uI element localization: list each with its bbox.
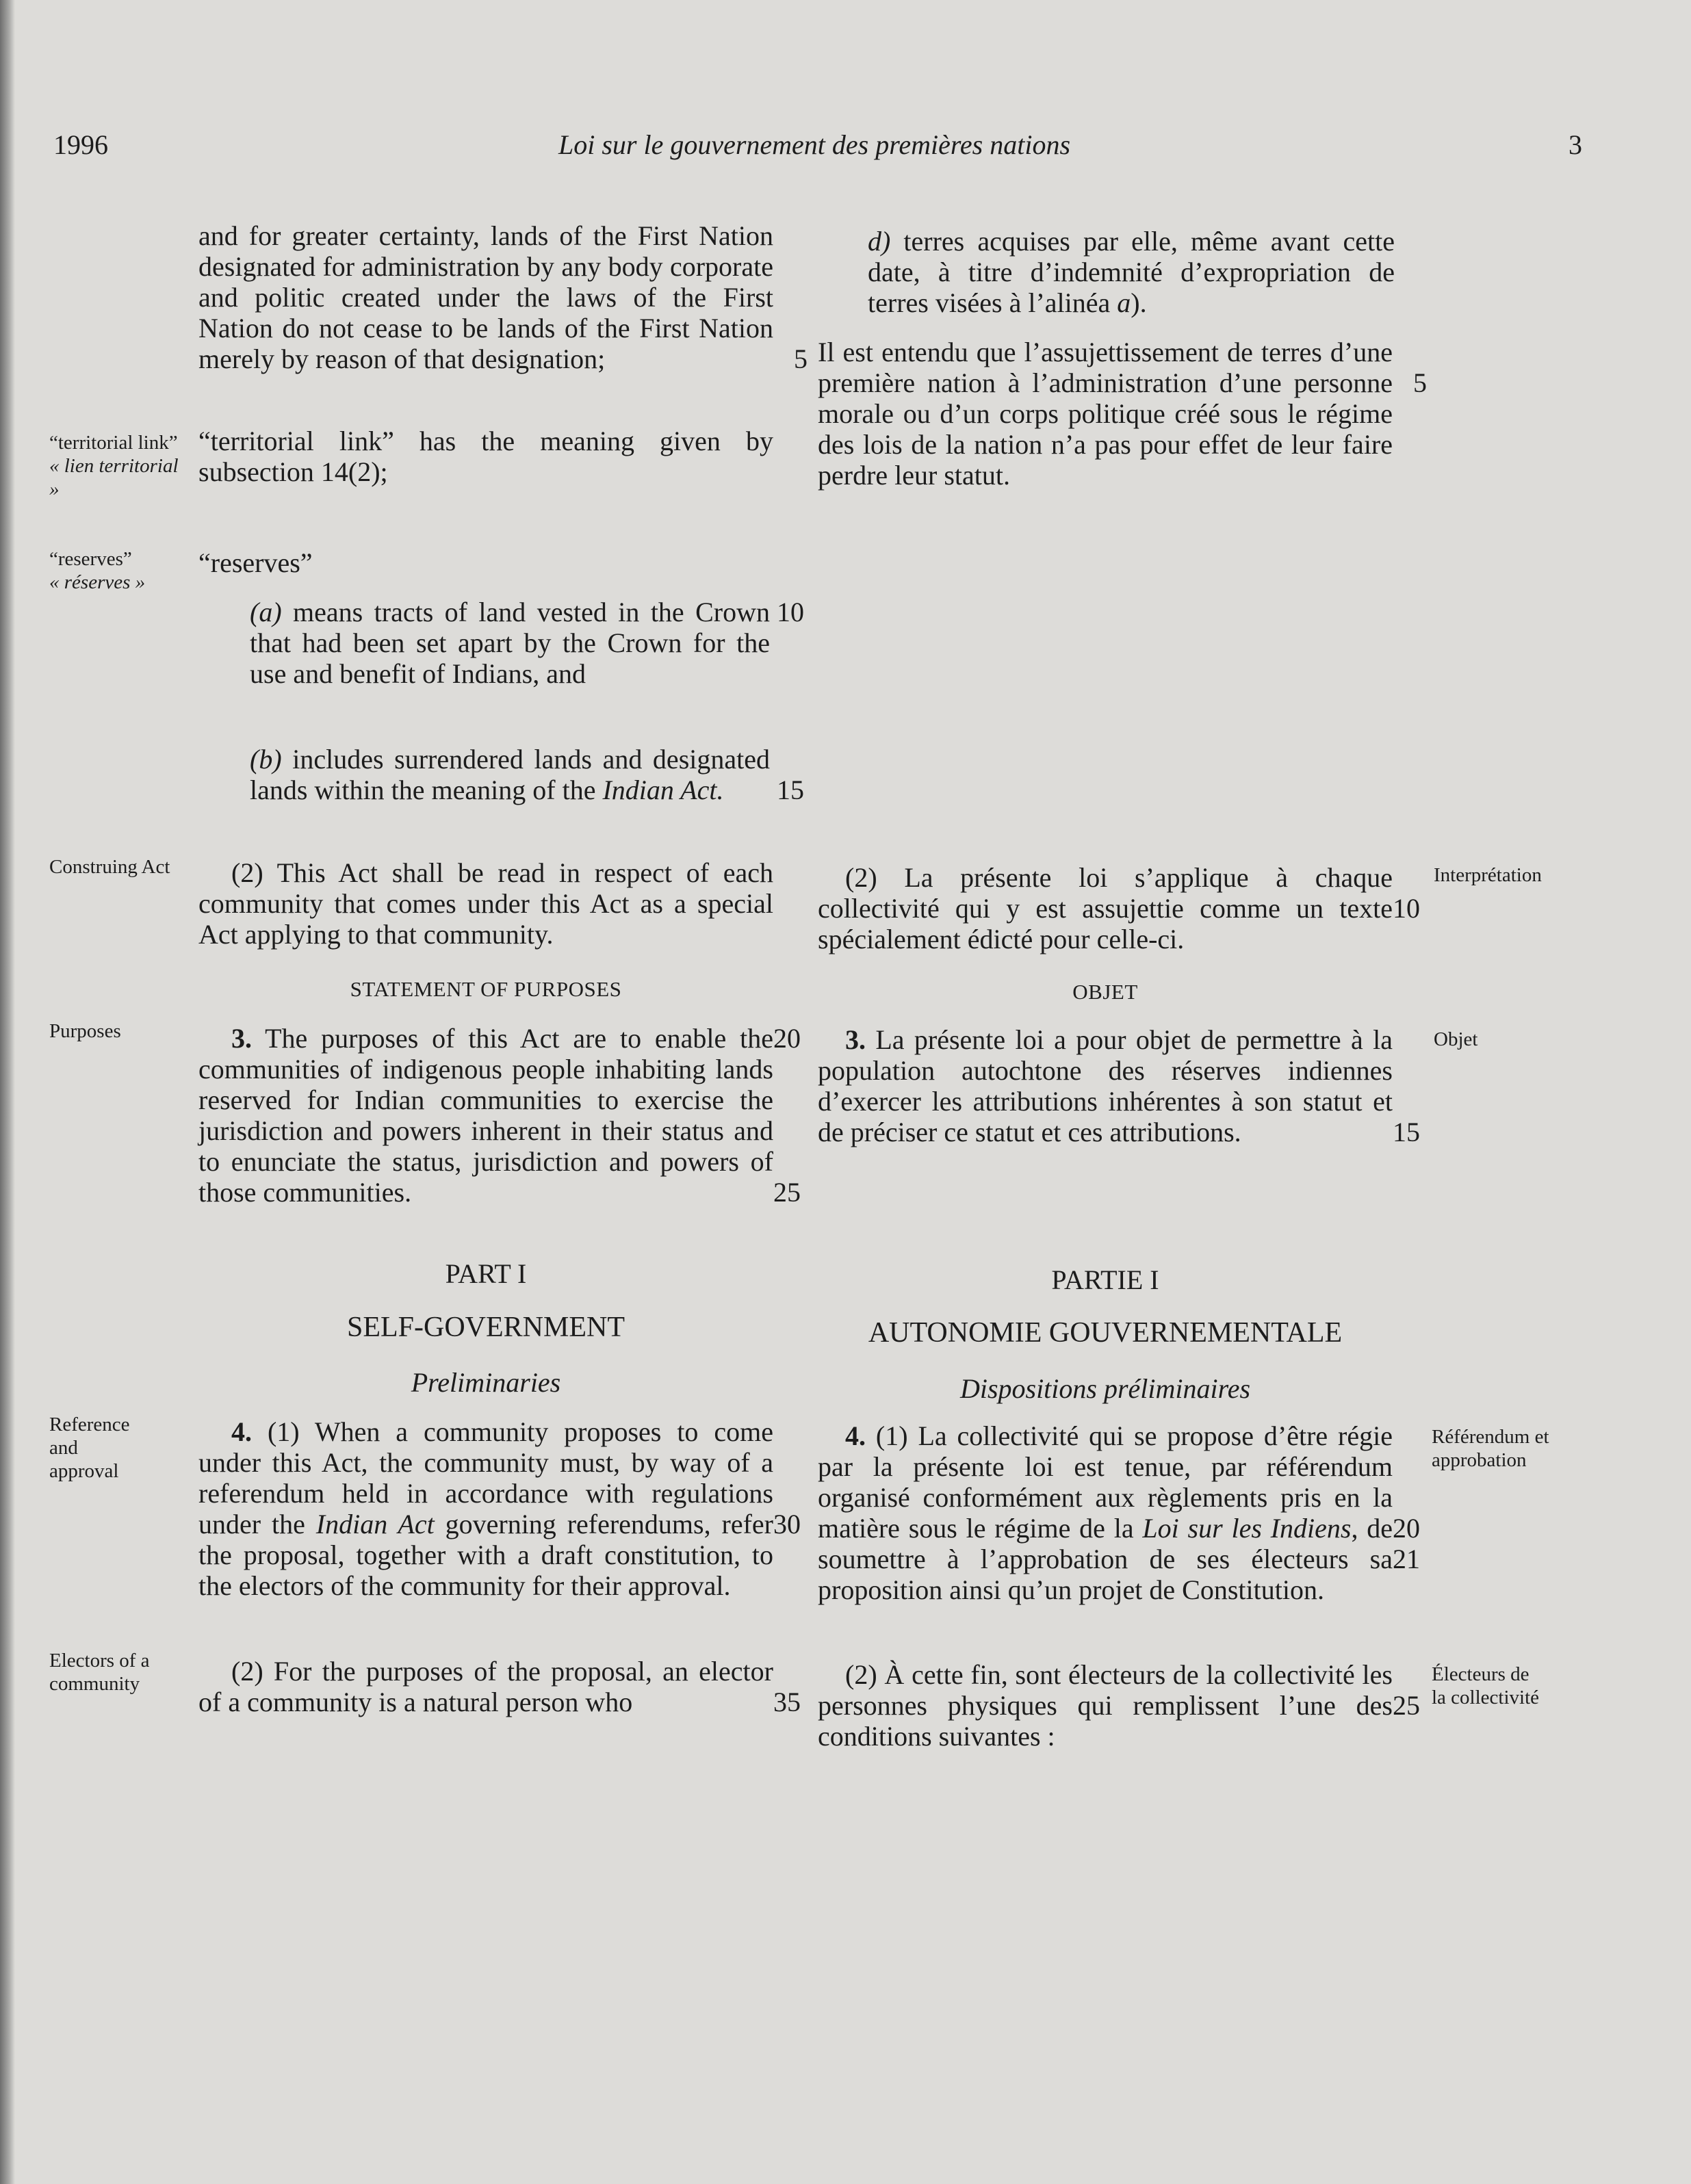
paragraph-objet bbox=[818, 1024, 1393, 1147]
margin-note-territorial-en: “territorial link” bbox=[49, 432, 178, 454]
line-number: 35 bbox=[773, 1687, 801, 1717]
paragraph-construing-act: (2) This Act shall be read in respect of each community that comes under this Act as a special Act applying to that community. bbox=[198, 857, 773, 950]
definition-reserves-b-text: includes surrendered lands and designated lands within the meaning of the bbox=[250, 744, 770, 805]
line-number: 30 bbox=[773, 1509, 801, 1539]
section-number-4: 4. bbox=[231, 1416, 252, 1447]
line-number: 20 bbox=[773, 1023, 801, 1054]
header-title: Loi sur le gouvernement des premières nations bbox=[558, 129, 1071, 160]
act-name-loi-sur-les-indiens: Loi sur les Indiens bbox=[1142, 1513, 1352, 1544]
definition-reserves-a bbox=[250, 597, 770, 689]
paragraph-referendum-text-a: (1) La collectivité qui se propose d’être régie par la présente loi est tenue, par référendum organisé conformément aux règlements pris en la matière sous le régime de la bbox=[818, 1420, 1393, 1544]
line-number: 5 bbox=[794, 343, 808, 374]
header-page-number: 3 bbox=[1569, 129, 1582, 160]
margin-note-referendum: Référendum et approbation bbox=[1432, 1426, 1549, 1471]
margin-note-interpretation: Interprétation bbox=[1434, 864, 1542, 886]
paragraph-first-nation-lands: and for greater certainty, lands of the First Nation designated for administration by any body corporate and politic created under the laws of the First Nation do not cease to be lands of the First Nation merely by reason of that designation; bbox=[198, 220, 773, 374]
line-number: 21 bbox=[1393, 1544, 1420, 1574]
paragraph-electeurs: (2) À cette fin, sont électeurs de la collectivité les personnes physiques qui remplissent l’une des conditions suivantes : bbox=[818, 1659, 1393, 1752]
margin-note-territorial-link bbox=[49, 431, 186, 501]
line-number: 15 bbox=[777, 775, 804, 805]
act-name-indian-act: Indian Act. bbox=[602, 775, 724, 805]
paragraph-interpretation: (2) La présente loi s’applique à chaque collectivité qui y est assujettie comme un texte spécialement édicté pour celle-ci. bbox=[818, 862, 1393, 954]
definition-reserves-b bbox=[250, 744, 770, 805]
margin-note-territorial-fr: « lien territorial » bbox=[49, 455, 179, 500]
heading-self-government: SELF-GOVERNMENT bbox=[347, 1312, 625, 1343]
line-number: 5 bbox=[1413, 367, 1427, 398]
list-ref-a: a bbox=[1117, 287, 1131, 318]
paragraph-referendum-text-b: , de soumettre à l’approbation de ses électeurs sa proposition ainsi qu’un projet de Constitution. bbox=[818, 1513, 1393, 1605]
paragraph-purposes bbox=[198, 1023, 773, 1208]
header-year: 1996 bbox=[53, 129, 108, 160]
margin-note-electors: Electors of a community bbox=[49, 1650, 150, 1695]
heading-preliminaries: Preliminaries bbox=[411, 1367, 561, 1398]
paragraph-electors: (2) For the purposes of the proposal, an elector of a community is a natural person who bbox=[198, 1656, 773, 1717]
section-number-4: 4. bbox=[845, 1420, 866, 1451]
margin-note-reference-approval: Reference and approval bbox=[49, 1414, 130, 1482]
definition-territorial-link bbox=[198, 426, 773, 487]
paragraph-d-lands bbox=[868, 226, 1395, 318]
margin-note-reserves-fr: « réserves » bbox=[49, 571, 146, 593]
line-number: 10 bbox=[1393, 893, 1420, 924]
list-label-d: d) bbox=[868, 226, 891, 257]
heading-part-i: PART I bbox=[445, 1258, 527, 1289]
line-number: 15 bbox=[1393, 1117, 1420, 1147]
line-number: 10 bbox=[777, 597, 804, 627]
paragraph-d-end: ). bbox=[1131, 287, 1147, 318]
line-number: 20 bbox=[1393, 1513, 1420, 1544]
paragraph-il-est-entendu: Il est entendu que l’assujettissement de terres d’une première nation à l’administration d’une personne morale ou d’un corps politique créé sous le régime des lois de la nation n’a pas pour effet de leur faire perdre leur statut. bbox=[818, 337, 1393, 491]
line-number: 25 bbox=[773, 1177, 801, 1208]
margin-note-objet: Objet bbox=[1434, 1028, 1478, 1050]
paragraph-referendum bbox=[818, 1420, 1393, 1605]
paragraph-d-text: terres acquises par elle, même avant cette date, à titre d’indemnité d’expropriation de terres visées à l’alinéa bbox=[868, 226, 1395, 318]
heading-partie-i: PARTIE I bbox=[1051, 1264, 1159, 1295]
heading-dispositions-preliminaires: Dispositions préliminaires bbox=[959, 1373, 1251, 1404]
paragraph-purposes-text: The purposes of this Act are to enable the communities of indigenous people inhabiting lands reserved for Indian communities to exercise the jurisdiction and powers inherent in their status and to enunciate the status, jurisdiction and powers of those communities. bbox=[198, 1023, 773, 1208]
section-number-3: 3. bbox=[231, 1023, 252, 1054]
paragraph-reference-text-b: governing referendums, refer the proposal, together with a draft constitution, to the electors of the community for their approval. bbox=[198, 1509, 773, 1601]
page-binding-edge bbox=[0, 0, 15, 2184]
paragraph-reference-text-a: (1) When a community proposes to come under this Act, the community must, by way of a referendum held in accordance with regulations under the bbox=[198, 1416, 773, 1539]
heading-autonomie-gouvernementale: AUTONOMIE GOUVERNEMENTALE bbox=[868, 1317, 1343, 1349]
definition-territorial-link-text: “territorial link” has the meaning given by subsection 14(2); bbox=[198, 426, 773, 487]
margin-note-reserves bbox=[49, 547, 186, 594]
margin-note-reserves-en: “reserves” bbox=[49, 548, 132, 570]
margin-note-construing-act: Construing Act bbox=[49, 856, 170, 878]
definition-reserves-a-text: means tracts of land vested in the Crown that had been set apart by the Crown for the use and benefit of Indians, and bbox=[250, 597, 770, 689]
margin-note-electeurs: Électeurs de la collectivité bbox=[1432, 1663, 1540, 1708]
list-label-b: (b) bbox=[250, 744, 282, 775]
paragraph-objet-text: La présente loi a pour objet de permettre à la population autochtone des réserves indiennes d’exercer les attributions inhérentes à son statut et de préciser ce statut et ces attributions. bbox=[818, 1024, 1393, 1147]
heading-objet: OBJET bbox=[1072, 980, 1138, 1004]
list-label-a: (a) bbox=[250, 597, 282, 627]
margin-note-purposes: Purposes bbox=[49, 1020, 121, 1042]
line-number: 25 bbox=[1393, 1690, 1420, 1721]
act-name-indian-act: Indian Act bbox=[315, 1509, 435, 1539]
heading-statement-of-purposes: STATEMENT OF PURPOSES bbox=[350, 977, 622, 1001]
section-number-3: 3. bbox=[845, 1024, 866, 1055]
paragraph-reference-approval bbox=[198, 1416, 773, 1601]
definition-reserves-term: “reserves” bbox=[198, 547, 313, 578]
